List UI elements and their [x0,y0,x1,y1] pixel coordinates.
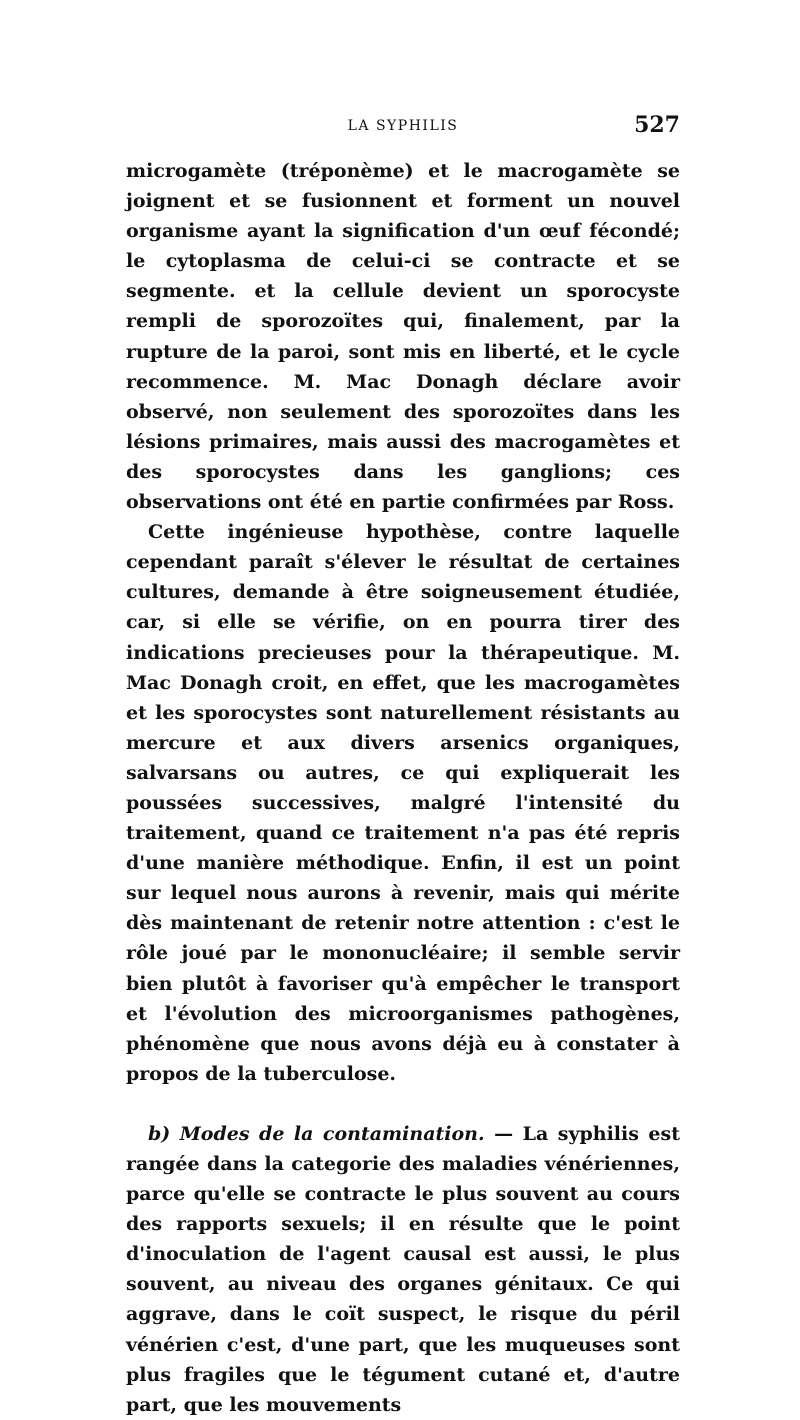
section-heading: b) Modes de la contamination. [148,1122,485,1145]
book-page [126,112,680,1420]
section-paragraph [126,1119,680,1420]
section-gap [126,1089,680,1119]
paragraph-1: microgamète (tréponème) et le macrogamète se joignent et se fusionnent et forment un nouvel organisme ayant la signification d'un œuf fécondé; le cytoplasma de celui-ci se contracte et se segmente. et la cellule devient un sporocyste rempli de sporozoïtes qui, finalement, par la rupture de la paroi, sont mis en liberté, et le cycle recommence. M. Mac Donagh déclare avoir observé, non seulement des sporozoïtes dans les lésions primaires, mais aussi des macrogamètes et des sporocystes dans les ganglions; ces observations ont été en partie confirmées par Ross. [126,160,680,514]
running-title: LA SYPHILIS [347,118,459,134]
paragraph-2: Cette ingénieuse hypothèse, contre laquelle cependant paraît s'élever le résultat de certaines cultures, demande à être soigneusement étudiée, car, si elle se vérifie, on en pourra tirer des indications precieuses pour la thérapeutique. M. Mac Donagh croit, en effet, que les macrogamètes et les sporocystes sont naturellement résistants au mercure et aux divers arsenics organiques, salvarsans ou autres, ce qui expliquerait les poussées successives, malgré l'intensité du traitement, quand ce traitement n'a pas été repris d'une manière méthodique. Enfin, il est un point sur lequel nous aurons à revenir, mais qui mérite dès maintenant de retenir notre attention : c'est le rôle joué par le mononucléaire; il semble servir bien plutôt à favoriser qu'à empêcher le transport et l'évolution des microorganismes pathogènes, phénomène que nous avons déjà eu à constater à propos de la tuberculose. [126,521,680,1085]
running-head [126,112,680,142]
page-number: 527 [634,112,680,138]
section-text: — La syphilis est rangée dans la categorie des maladies vénériennes, parce qu'elle se contracte le plus souvent au cours des rapports sexuels; il en résulte que le point d'inoculation de l'agent causal est aussi, le plus souvent, au niveau des organes génitaux. Ce qui aggrave, dans le coït suspect, le risque du péril vénérien c'est, d'une part, que les muqueuses sont plus fragiles que le tégument cutané et, d'autre part, que les mouvements [126,1122,680,1416]
